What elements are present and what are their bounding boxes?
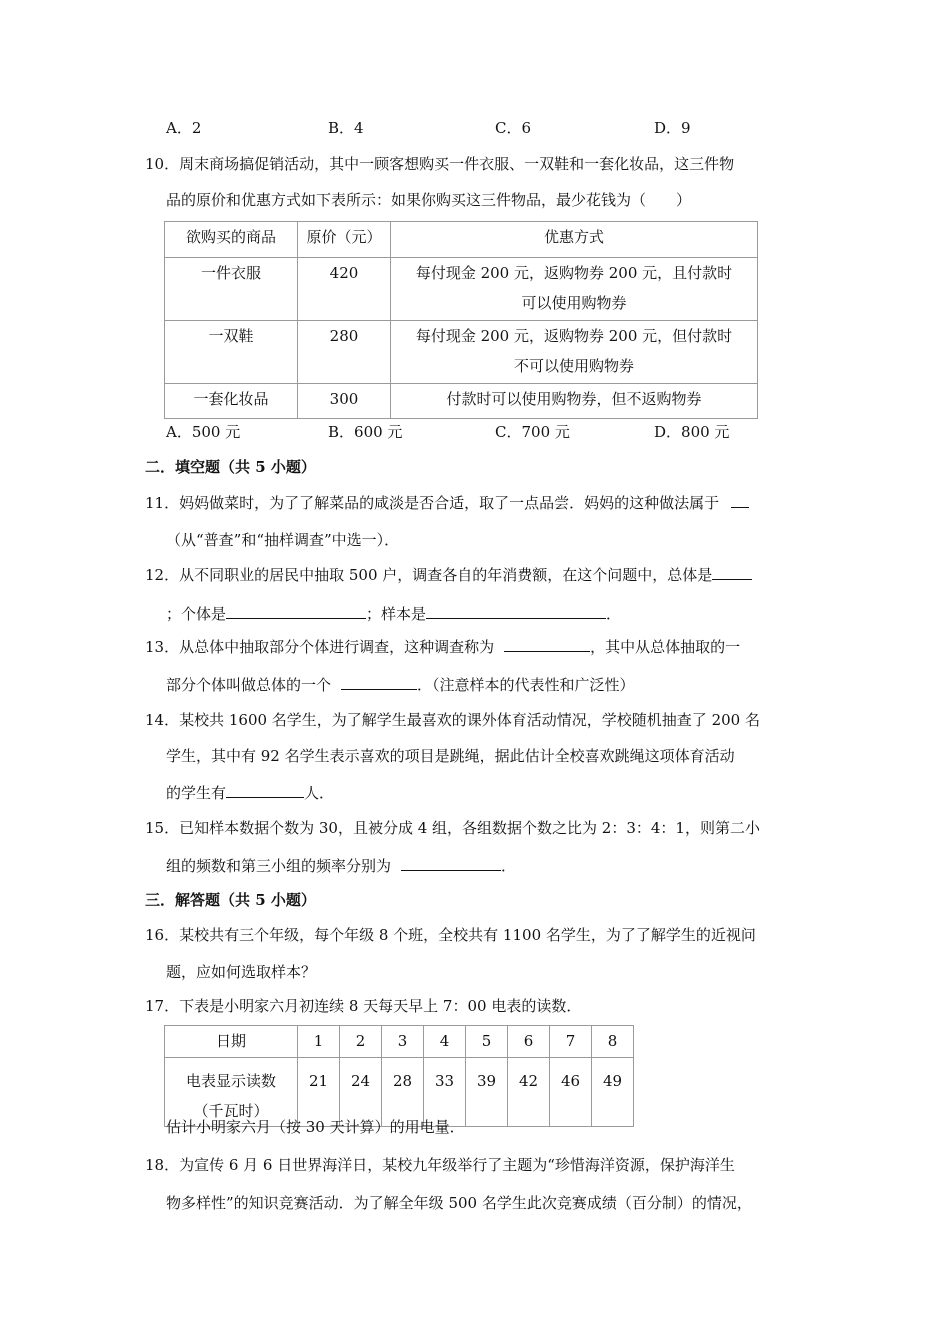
q10-table-row: [165, 321, 758, 384]
q15-answer-blank: [401, 856, 501, 871]
q15-text: ．: [501, 857, 517, 875]
q13-line2: [166, 675, 635, 695]
q10-header-discount: 优惠方式: [391, 222, 758, 258]
q17-reading-label-line: 电表显示读数: [185, 1072, 276, 1090]
q17-day-cell: 3: [382, 1026, 424, 1058]
q17-after-text: 估计小明家六月（按 30 天计算）的用电量．: [166, 1118, 465, 1136]
q10-price-table: [164, 221, 758, 419]
q17-day-cell: 4: [424, 1026, 466, 1058]
q10-cell-discount: [391, 258, 758, 321]
q17-reading-cell: 39: [466, 1058, 508, 1127]
q14-text: 人．: [304, 784, 335, 802]
q10-stem-line2: 品的原价和优惠方式如下表所示：如果你购买这三件物品，最少花钱为（ ）: [166, 191, 692, 209]
q9-option-d: D．9: [654, 119, 691, 137]
section-3-title: 三．解答题（共 5 小题）: [145, 891, 316, 909]
q10-discount-line: 可以使用购物券: [521, 294, 627, 312]
q14-answer-blank: [226, 783, 304, 798]
q12-line2: [166, 604, 621, 624]
q17-reading-cell: 21: [298, 1058, 340, 1127]
q17-day-cell: 2: [340, 1026, 382, 1058]
q17-line1: 17．下表是小明家六月初连续 8 天每天早上 7：00 电表的读数．: [145, 997, 582, 1015]
q12-text: ．: [606, 605, 622, 623]
q10-cell-price: 280: [298, 321, 391, 384]
section-2-title: 二．填空题（共 5 小题）: [145, 458, 316, 476]
q13-sample-blank: [341, 675, 417, 690]
q14-line3: [166, 783, 334, 803]
q14-text: 的学生有: [166, 784, 227, 802]
q10-cell-price: 300: [298, 384, 391, 419]
q10-discount-line: 每付现金 200 元，返购物券 200 元，且付款时: [415, 264, 733, 282]
q12-individual-blank: [226, 604, 366, 619]
q11-line2: （从“普查”和“抽样调查”中选一）．: [166, 531, 400, 549]
q10-discount-line: 不可以使用购物券: [513, 357, 634, 375]
q13-line1: [145, 637, 740, 657]
q10-cell-item: 一双鞋: [165, 321, 298, 384]
q10-cell-discount: 付款时可以使用购物券，但不返购物券: [391, 384, 758, 419]
q12-line1: [145, 565, 752, 585]
q10-table-row: [165, 258, 758, 321]
q17-day-cell: 7: [550, 1026, 592, 1058]
q17-reading-cell: 42: [508, 1058, 550, 1127]
q10-option-b: B．600 元: [328, 423, 403, 441]
q13-text: ．（注意样本的代表性和广泛性）: [417, 676, 635, 694]
q17-reading-cell: 28: [382, 1058, 424, 1127]
q12-population-blank: [712, 565, 752, 580]
q17-reading-cell: 46: [550, 1058, 592, 1127]
q11-answer-blank: [731, 493, 749, 508]
q10-cell-item: 一套化妆品: [165, 384, 298, 419]
q13-text: 13．从总体中抽取部分个体进行调查，这种调查称为: [145, 638, 495, 656]
q13-text: 部分个体叫做总体的一个: [166, 676, 332, 694]
q17-date-label: 日期: [165, 1026, 298, 1058]
q12-sample-blank: [426, 604, 606, 619]
q18-line1: 18．为宣传 6 月 6 日世界海洋日，某校九年级举行了主题为“珍惜海洋资源，保护海洋生: [145, 1156, 735, 1174]
q15-text: 组的频数和第三小组的频率分别为: [166, 857, 392, 875]
q17-day-cell: 1: [298, 1026, 340, 1058]
q17-day-cell: 5: [466, 1026, 508, 1058]
q10-option-d: D．800 元: [654, 423, 730, 441]
q17-reading-cell: 33: [424, 1058, 466, 1127]
q15-line2: [166, 856, 516, 876]
q10-option-a: A．500 元: [166, 423, 241, 441]
q15-line1: 15．已知样本数据个数为 30，且被分成 4 组，各组数据个数之比为 2：3：4：1，则第二小: [145, 819, 760, 837]
q13-survey-blank: [504, 637, 590, 652]
q10-option-c: C．700 元: [495, 423, 570, 441]
q9-option-a: A．2: [166, 119, 202, 137]
q12-text: ；个体是: [166, 605, 227, 623]
q17-reading-cell: 49: [592, 1058, 634, 1127]
q13-text: ，其中从总体抽取的一: [590, 638, 741, 656]
q12-text: ；样本是: [366, 605, 427, 623]
q17-meter-table: [164, 1025, 634, 1127]
q10-header-item: 欲购买的商品: [165, 222, 298, 258]
q10-table-row: [165, 384, 758, 419]
q10-cell-item: 一件衣服: [165, 258, 298, 321]
q12-text: 12．从不同职业的居民中抽取 500 户，调查各自的年消费额，在这个问题中，总体是: [145, 566, 713, 584]
q10-discount-line: 每付现金 200 元，返购物券 200 元，但付款时: [415, 327, 733, 345]
q11-text: 11．妈妈做菜时，为了了解菜品的咸淡是否合适，取了一点品尝．妈妈的这种做法属于: [145, 494, 720, 512]
q11-line1: [145, 493, 749, 513]
q17-reading-cell: 24: [340, 1058, 382, 1127]
q10-stem-line1: 10．周末商场搞促销活动，其中一顾客想购买一件衣服、一双鞋和一套化妆品，这三件物: [145, 155, 735, 173]
q10-header-price: 原价（元）: [298, 222, 391, 258]
q10-cell-discount: [391, 321, 758, 384]
q18-line2: 物多样性”的知识竞赛活动．为了解全年级 500 名学生此次竞赛成绩（百分制）的情况，: [166, 1194, 752, 1212]
q9-option-c: C．6: [495, 119, 532, 137]
q9-option-b: B．4: [328, 119, 364, 137]
q16-line1: 16．某校共有三个年级，每个年级 8 个班，全校共有 1100 名学生，为了了解学生的近视问: [145, 926, 756, 944]
q17-day-cell: 8: [592, 1026, 634, 1058]
q14-line1: 14．某校共 1600 名学生，为了解学生最喜欢的课外体育活动情况，学校随机抽查了 200 名: [145, 711, 760, 729]
q17-reading-label-line: （千瓦时）: [193, 1102, 269, 1120]
q10-cell-price: 420: [298, 258, 391, 321]
q16-line2: 题，应如何选取样本？: [166, 963, 317, 981]
q14-line2: 学生，其中有 92 名学生表示喜欢的项目是跳绳，据此估计全校喜欢跳绳这项体育活动: [166, 747, 735, 765]
q17-day-cell: 6: [508, 1026, 550, 1058]
